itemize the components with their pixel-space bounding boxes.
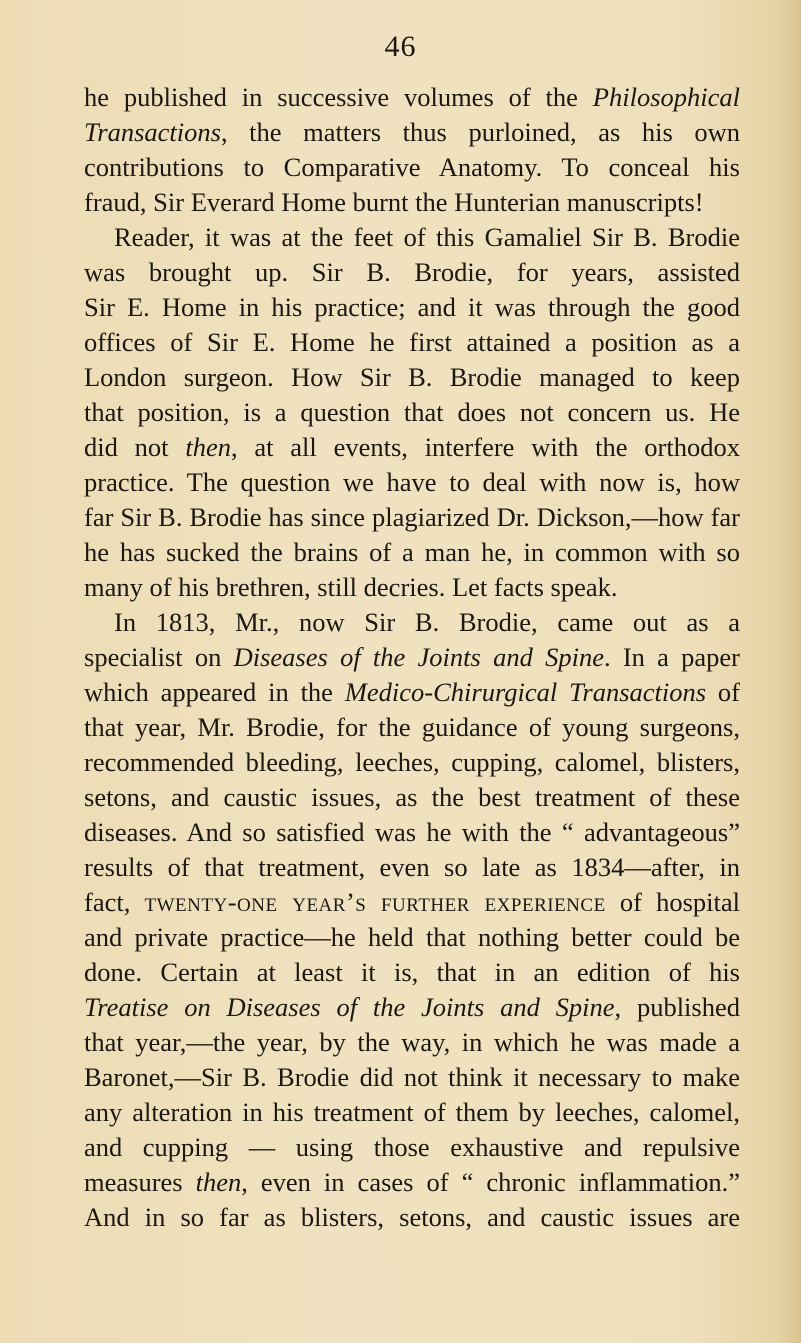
text-line — [84, 290, 740, 325]
italic-text: Philosophical — [592, 82, 740, 112]
text-segment: practice. The question we have to deal with now is, how — [84, 467, 740, 497]
text-segment: done. Certain at least it is, that in an edition of his — [84, 957, 740, 987]
text-segment: And in so far as blisters, setons, and caustic issues are — [84, 1202, 740, 1232]
text-line — [84, 1165, 740, 1200]
text-segment: . In a paper — [603, 642, 740, 672]
text-segment: Baronet,—Sir B. Brodie did not think it necessary to make — [84, 1062, 740, 1092]
text-line — [84, 605, 740, 640]
italic-text: Medico-Chirurgical Transactions — [344, 677, 707, 707]
text-segment: diseases. And so satisfied was he with the “ advantageous” — [84, 817, 740, 847]
text-line — [84, 710, 740, 745]
text-line — [84, 185, 740, 220]
text-segment: of hospital — [605, 887, 740, 917]
text-line — [84, 465, 740, 500]
text-line — [84, 80, 740, 115]
text-line — [84, 1025, 740, 1060]
text-line — [84, 255, 740, 290]
text-segment: he has sucked the brains of a man he, in common with so — [84, 537, 740, 567]
text-segment: which appeared in the — [84, 677, 345, 707]
text-line — [84, 1200, 740, 1235]
italic-text: then — [195, 1167, 242, 1197]
text-segment: far Sir B. Brodie has since plagiarized Dr. Dickson,—how far — [84, 502, 740, 532]
italic-text: then — [185, 432, 231, 462]
text-line — [84, 570, 740, 605]
italic-text: Treatise on Diseases of the Joints and Spine — [84, 992, 615, 1022]
text-segment: fact, — [84, 887, 145, 917]
page-number: 46 — [384, 30, 417, 63]
text-segment: In 1813, Mr., now Sir B. Brodie, came out as a — [114, 607, 740, 637]
text-segment: , even in cases of “ chronic inflammation.” — [241, 1167, 740, 1197]
text-segment: did not — [84, 432, 186, 462]
text-segment: he published in successive volumes of the — [84, 82, 593, 112]
text-segment: that year, Mr. Brodie, for the guidance of young surgeons, — [84, 712, 740, 742]
text-line — [84, 430, 740, 465]
text-segment: and cupping — using those exhaustive and repulsive — [84, 1132, 740, 1162]
text-segment: and private practice—he held that nothing better could be — [84, 922, 740, 952]
text-segment: , at all events, interfere with the orthodox — [230, 432, 740, 462]
text-line — [84, 500, 740, 535]
text-segment: many of his brethren, still decries. Let facts speak. — [84, 572, 618, 602]
text-line — [84, 1060, 740, 1095]
text-line — [84, 115, 740, 150]
text-segment: , published — [614, 992, 740, 1022]
text-line — [84, 815, 740, 850]
italic-text: Transactions — [84, 117, 221, 147]
text-segment: that year,—the year, by the way, in which he was made a — [84, 1027, 740, 1057]
small-caps-text: twenty-one year’s further experience — [144, 887, 606, 917]
text-line — [84, 395, 740, 430]
text-segment: measures — [84, 1167, 196, 1197]
text-segment: recommended bleeding, leeches, cupping, calomel, blisters, — [84, 747, 740, 777]
text-line — [84, 990, 740, 1025]
text-line — [84, 1130, 740, 1165]
text-segment: that position, is a question that does not concern us. He — [84, 397, 740, 427]
text-line — [84, 325, 740, 360]
text-segment: Sir E. Home in his practice; and it was through the good — [84, 292, 740, 322]
text-line — [84, 675, 740, 710]
text-segment: was brought up. Sir B. Brodie, for years, assisted — [84, 257, 740, 287]
text-segment: , the matters thus purloined, as his own — [220, 117, 740, 147]
text-segment: of — [706, 677, 741, 707]
text-segment: results of that treatment, even so late as 1834—after, in — [84, 852, 740, 882]
text-segment: Reader, it was at the feet of this Gamaliel Sir B. Brodie — [114, 222, 740, 252]
text-line — [84, 1095, 740, 1130]
italic-text: Diseases of the Joints and Spine — [233, 642, 604, 672]
text-line — [84, 780, 740, 815]
text-line — [84, 640, 740, 675]
text-line — [84, 885, 740, 920]
text-segment: contributions to Comparative Anatomy. To conceal his — [84, 152, 740, 182]
text-line — [84, 220, 740, 255]
text-line — [84, 920, 740, 955]
text-line — [84, 360, 740, 395]
text-segment: any alteration in his treatment of them by leeches, calomel, — [84, 1097, 740, 1127]
body-text — [84, 80, 740, 1235]
text-line — [84, 850, 740, 885]
text-line — [84, 535, 740, 570]
text-segment: London surgeon. How Sir B. Brodie managed to keep — [84, 362, 740, 392]
text-segment: offices of Sir E. Home he first attained a position as a — [84, 327, 740, 357]
text-segment: setons, and caustic issues, as the best treatment of these — [84, 782, 740, 812]
text-segment: fraud, Sir Everard Home burnt the Hunterian manuscripts! — [84, 187, 704, 217]
text-segment: specialist on — [84, 642, 234, 672]
text-line — [84, 955, 740, 990]
text-line — [84, 745, 740, 780]
text-line — [84, 150, 740, 185]
